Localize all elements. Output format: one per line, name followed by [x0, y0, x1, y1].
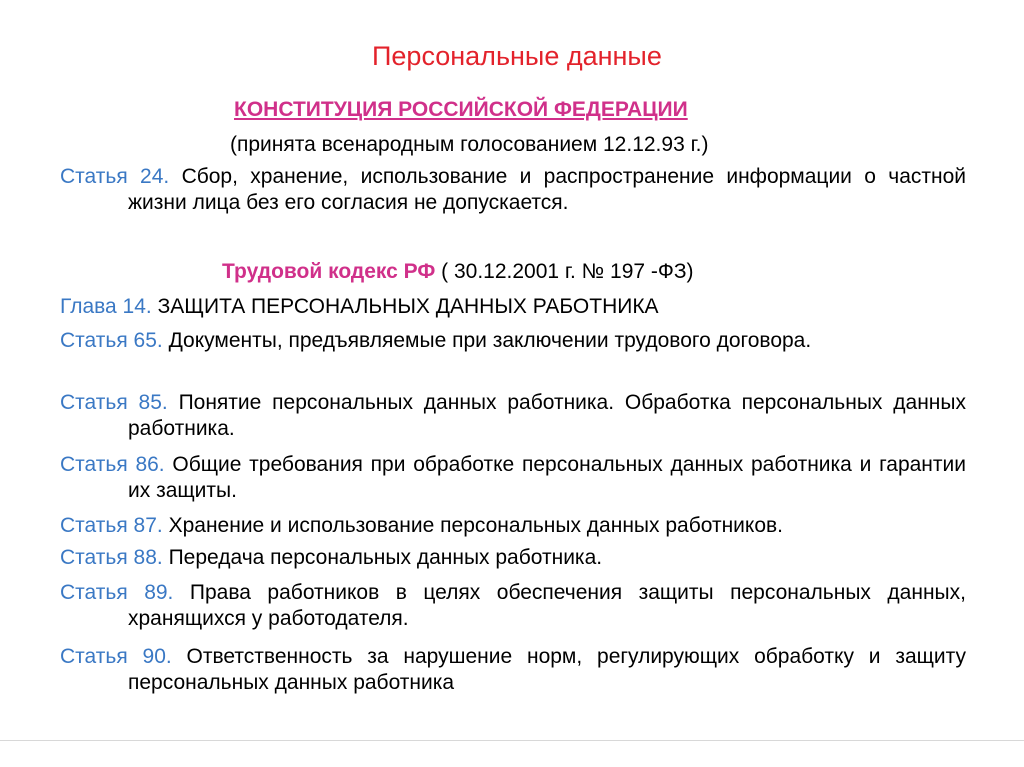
- article-86: [60, 452, 966, 504]
- entry-text: Общие требования при обработке персональных данных работника и гарантии их защиты.: [128, 453, 966, 502]
- entry-label: Статья 89.: [60, 581, 174, 604]
- entry-label: Статья 87.: [60, 514, 163, 537]
- constitution-heading: КОНСТИТУЦИЯ РОССИЙСКОЙ ФЕДЕРАЦИИ: [234, 98, 688, 121]
- article-89: [60, 580, 966, 632]
- article-24-text: Сбор, хранение, использование и распространение информации о частной жизни лица без его согласия не допускается.: [128, 165, 966, 214]
- article-87: [60, 513, 966, 539]
- entry-text: ЗАЩИТА ПЕРСОНАЛЬНЫХ ДАННЫХ РАБОТНИКА: [157, 295, 659, 318]
- entry-label: Глава 14.: [60, 295, 152, 318]
- chapter-14: [60, 294, 966, 320]
- article-24-label: Статья 24.: [60, 165, 170, 188]
- entry-label: Статья 88.: [60, 546, 163, 569]
- entry-text: Хранение и использование персональных данных работников.: [168, 514, 783, 537]
- entry-text: Понятие персональных данных работника. Обработка персональных данных работника.: [128, 391, 966, 440]
- labor-code-name: Трудовой кодекс РФ: [222, 260, 436, 283]
- entry-text: Документы, предъявляемые при заключении трудового договора.: [168, 329, 812, 352]
- article-90: [60, 644, 966, 696]
- entry-text: Права работников в целях обеспечения защиты персональных данных, хранящихся у работодателя.: [128, 581, 966, 630]
- entry-label: Статья 65.: [60, 329, 163, 352]
- article-24: [60, 164, 966, 216]
- constitution-subtitle: (принята всенародным голосованием 12.12.93 г.): [230, 133, 709, 156]
- article-85: [60, 390, 966, 442]
- article-88: [60, 545, 966, 571]
- entry-label: Статья 90.: [60, 645, 172, 668]
- entry-text: Ответственность за нарушение норм, регулирующих обработку и защиту персональных данных работника: [128, 645, 966, 694]
- entry-label: Статья 86.: [60, 453, 165, 476]
- slide-title: Персональные данные: [372, 41, 662, 71]
- entry-label: Статья 85.: [60, 391, 168, 414]
- labor-code-heading: [222, 258, 694, 286]
- article-65: [60, 328, 966, 354]
- entry-text: Передача персональных данных работника.: [168, 546, 603, 569]
- labor-code-details: ( 30.12.2001 г. № 197 -ФЗ): [441, 260, 694, 283]
- bottom-divider: [0, 740, 1024, 741]
